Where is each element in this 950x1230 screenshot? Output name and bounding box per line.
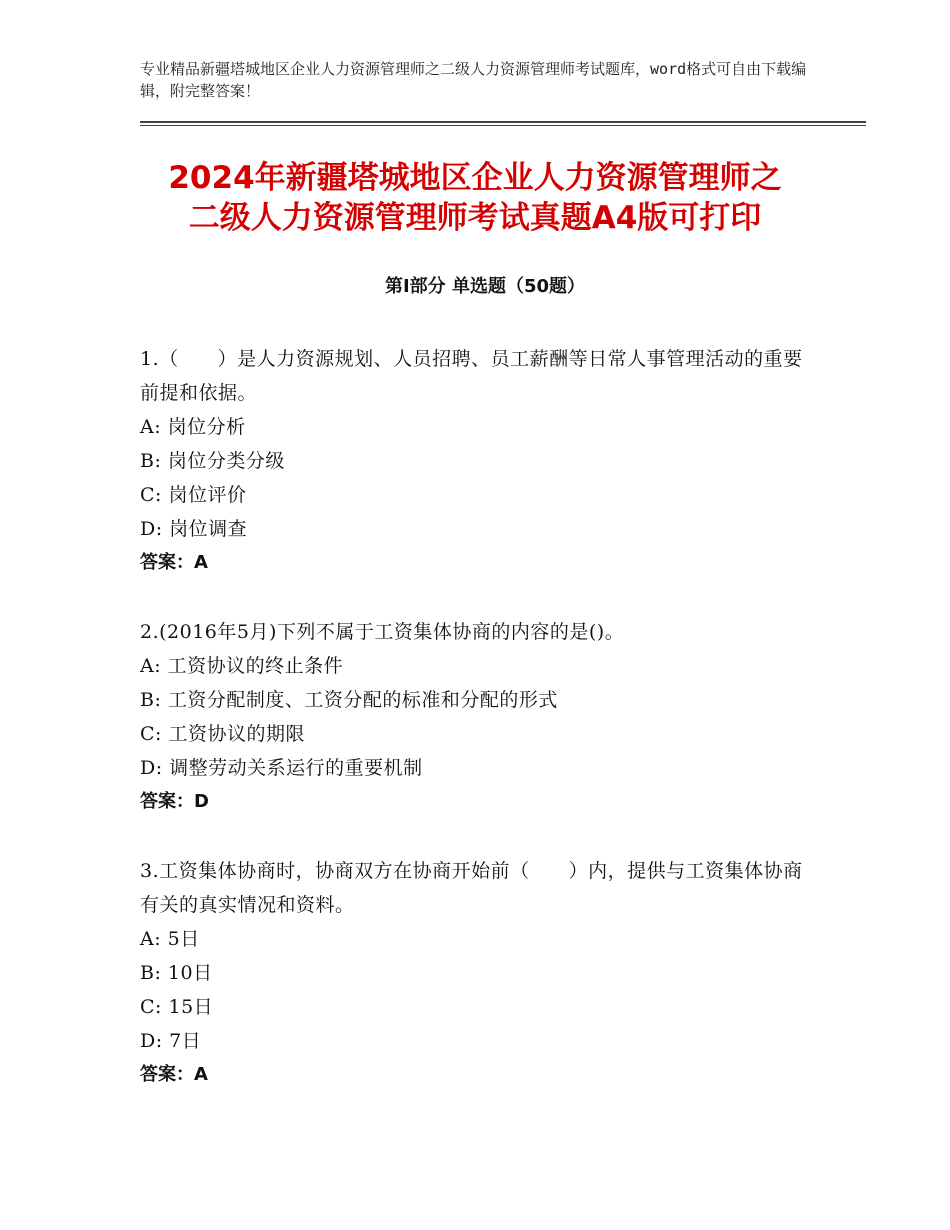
- option-d: D: 7日: [140, 1030, 202, 1052]
- question-1: [140, 342, 810, 580]
- option-a: A: 工资协议的终止条件: [140, 655, 344, 677]
- question-stem: 1.（ ）是人力资源规划、人员招聘、员工薪酬等日常人事管理活动的重要前提和依据。: [140, 348, 803, 404]
- header-divider-thick: [140, 121, 866, 123]
- answer: 答案：A: [140, 1064, 208, 1085]
- option-a: A: 5日: [140, 928, 200, 950]
- option-b: B: 岗位分类分级: [140, 450, 285, 472]
- option-b: B: 10日: [140, 962, 213, 984]
- answer: 答案：D: [140, 791, 209, 812]
- question-stem: 3.工资集体协商时，协商双方在协商开始前（ ）内，提供与工资集体协商有关的真实情况和资料。: [140, 860, 803, 916]
- question-3: [140, 854, 810, 1092]
- question-2: [140, 615, 810, 819]
- title-line-1: 2024年新疆塔城地区企业人力资源管理师之: [168, 160, 782, 196]
- option-c: C: 岗位评价: [140, 484, 247, 506]
- option-b: B: 工资分配制度、工资分配的标准和分配的形式: [140, 689, 558, 711]
- option-d: D: 岗位调查: [140, 518, 248, 540]
- section-title: 第Ⅰ部分 单选题（50题）: [384, 276, 585, 297]
- question-stem: 2.(2016年5月)下列不属于工资集体协商的内容的是()。: [140, 621, 625, 643]
- option-c: C: 15日: [140, 996, 214, 1018]
- title-line-2: 二级人力资源管理师考试真题A4版可打印: [188, 200, 762, 236]
- option-a: A: 岗位分析: [140, 416, 246, 438]
- answer: 答案：A: [140, 552, 208, 573]
- header-note: 专业精品新疆塔城地区企业人力资源管理师之二级人力资源管理师考试题库，word格式可自由下载编辑，附完整答案！: [140, 60, 807, 100]
- document-title: [120, 158, 830, 238]
- option-d: D: 调整劳动关系运行的重要机制: [140, 757, 423, 779]
- header-divider-thin: [140, 125, 866, 126]
- option-c: C: 工资协议的期限: [140, 723, 305, 745]
